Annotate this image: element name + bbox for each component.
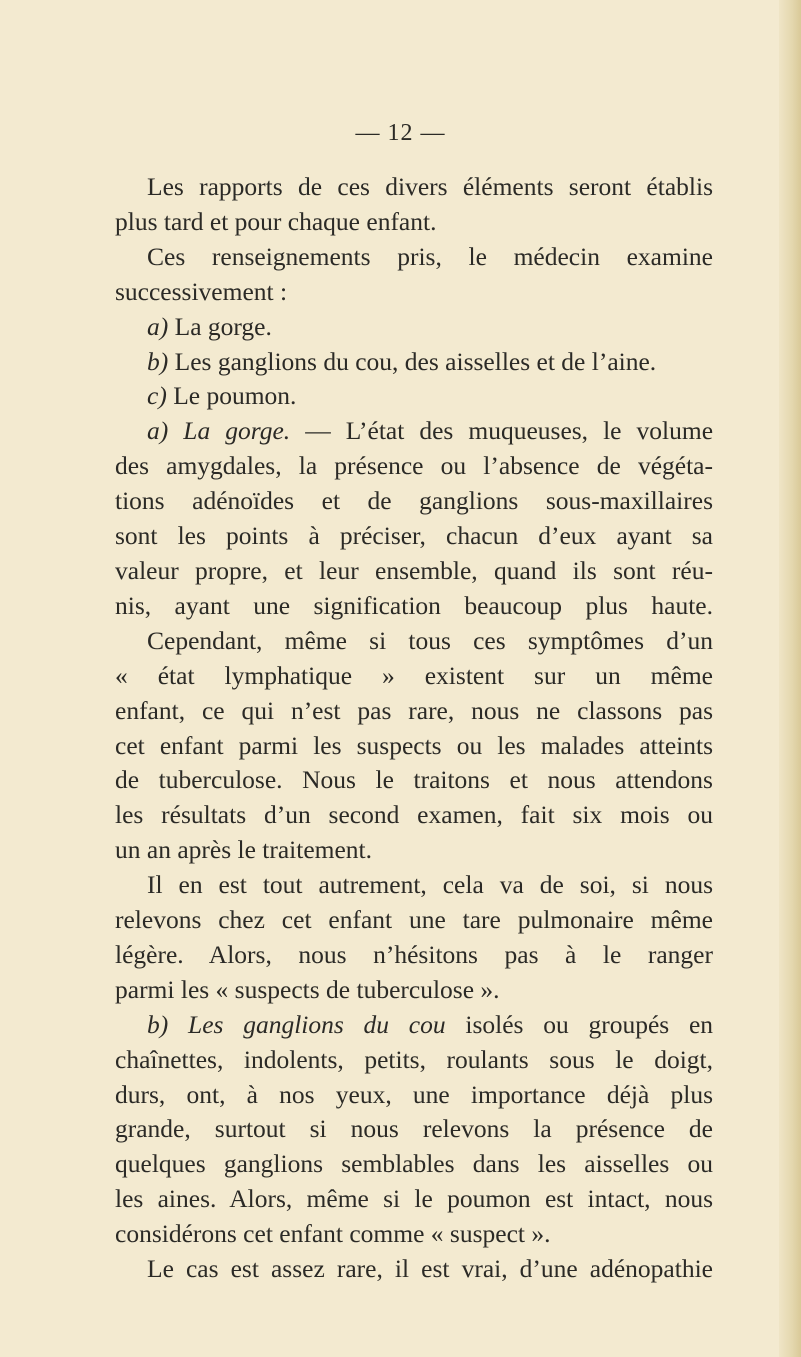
text-line: isolés ou groupés en — [465, 1009, 714, 1039]
section-b-heading-line — [115, 1008, 713, 1043]
text-line: Les rapports de ces divers éléments seront établis — [147, 172, 713, 201]
text-line: un an après le traitement. — [115, 835, 373, 865]
text-line: tions adénoïdes et de ganglions sous-maxillaires — [115, 486, 713, 516]
text-line: nis, ayant une signification beaucoup plus haute. — [115, 590, 713, 620]
text-line: les résultats d’un second examen, fait six mois ou — [115, 800, 713, 830]
text-line: les aines. Alors, même si le poumon est intact, nous — [115, 1184, 713, 1214]
text-line: valeur propre, et leur ensemble, quand ils sont réu- — [115, 555, 713, 585]
page-number: — 12 — — [355, 120, 446, 146]
text-line: légère. Alors, nous n’hésitons pas à le ranger — [115, 939, 713, 969]
section-a-heading-line — [115, 414, 713, 449]
text-line: sont les points à préciser, chacun d’eux ayant sa — [115, 521, 713, 551]
text-line: — L’état des muqueuses, le volume — [305, 416, 714, 446]
list-item-text: La gorge. — [174, 311, 272, 341]
list-marker: b) — [147, 346, 169, 376]
list-item-b — [115, 345, 713, 380]
text-line: durs, ont, à nos yeux, une importance déjà plus — [115, 1079, 713, 1109]
body-text — [115, 170, 713, 1287]
list-item-text: Le poumon. — [173, 381, 297, 411]
text-line: enfant, ce qui n’est pas rare, nous ne classons pas — [115, 695, 713, 725]
list-item-a — [115, 310, 713, 345]
page-edge — [779, 0, 801, 1357]
list-marker: c) — [147, 381, 167, 411]
section-title: La gorge. — [183, 416, 291, 446]
text-line: quelques ganglions semblables dans les aisselles ou — [115, 1149, 713, 1179]
section-marker: a) — [147, 416, 169, 446]
text-line: Il en est tout autrement, cela va de soi, si nous — [147, 870, 713, 900]
text-line: successivement : — [115, 276, 288, 306]
list-item-text: Les ganglions du cou, des aisselles et de l’aine. — [174, 346, 657, 376]
text-line: cet enfant parmi les suspects ou les malades atteints — [115, 730, 713, 760]
section-title: Les ganglions du cou — [188, 1009, 446, 1039]
text-line: Ces renseignements pris, le médecin examine — [147, 241, 713, 271]
text-line: relevons chez cet enfant une tare pulmonaire même — [115, 905, 713, 935]
text-line: des amygdales, la présence ou l’absence de végéta- — [115, 451, 713, 481]
text-line: Le cas est assez rare, il est vrai, d’une adénopathie — [147, 1254, 713, 1284]
text-line: de tuberculose. Nous le traitons et nous attendons — [115, 765, 713, 795]
text-line: parmi les « suspects de tuberculose ». — [115, 974, 500, 1004]
text-line: « état lymphatique » existent sur un même — [115, 660, 713, 690]
text-line: chaînettes, indolents, petits, roulants sous le doigt, — [115, 1044, 713, 1074]
list-marker: a) — [147, 311, 169, 341]
text-line: grande, surtout si nous relevons la présence de — [115, 1114, 713, 1144]
text-line: considérons cet enfant comme « suspect ». — [115, 1219, 551, 1249]
text-line: Cependant, même si tous ces symptômes d’un — [147, 625, 713, 655]
section-marker: b) — [147, 1009, 169, 1039]
text-line: plus tard et pour chaque enfant. — [115, 206, 437, 236]
list-item-c — [115, 379, 713, 414]
